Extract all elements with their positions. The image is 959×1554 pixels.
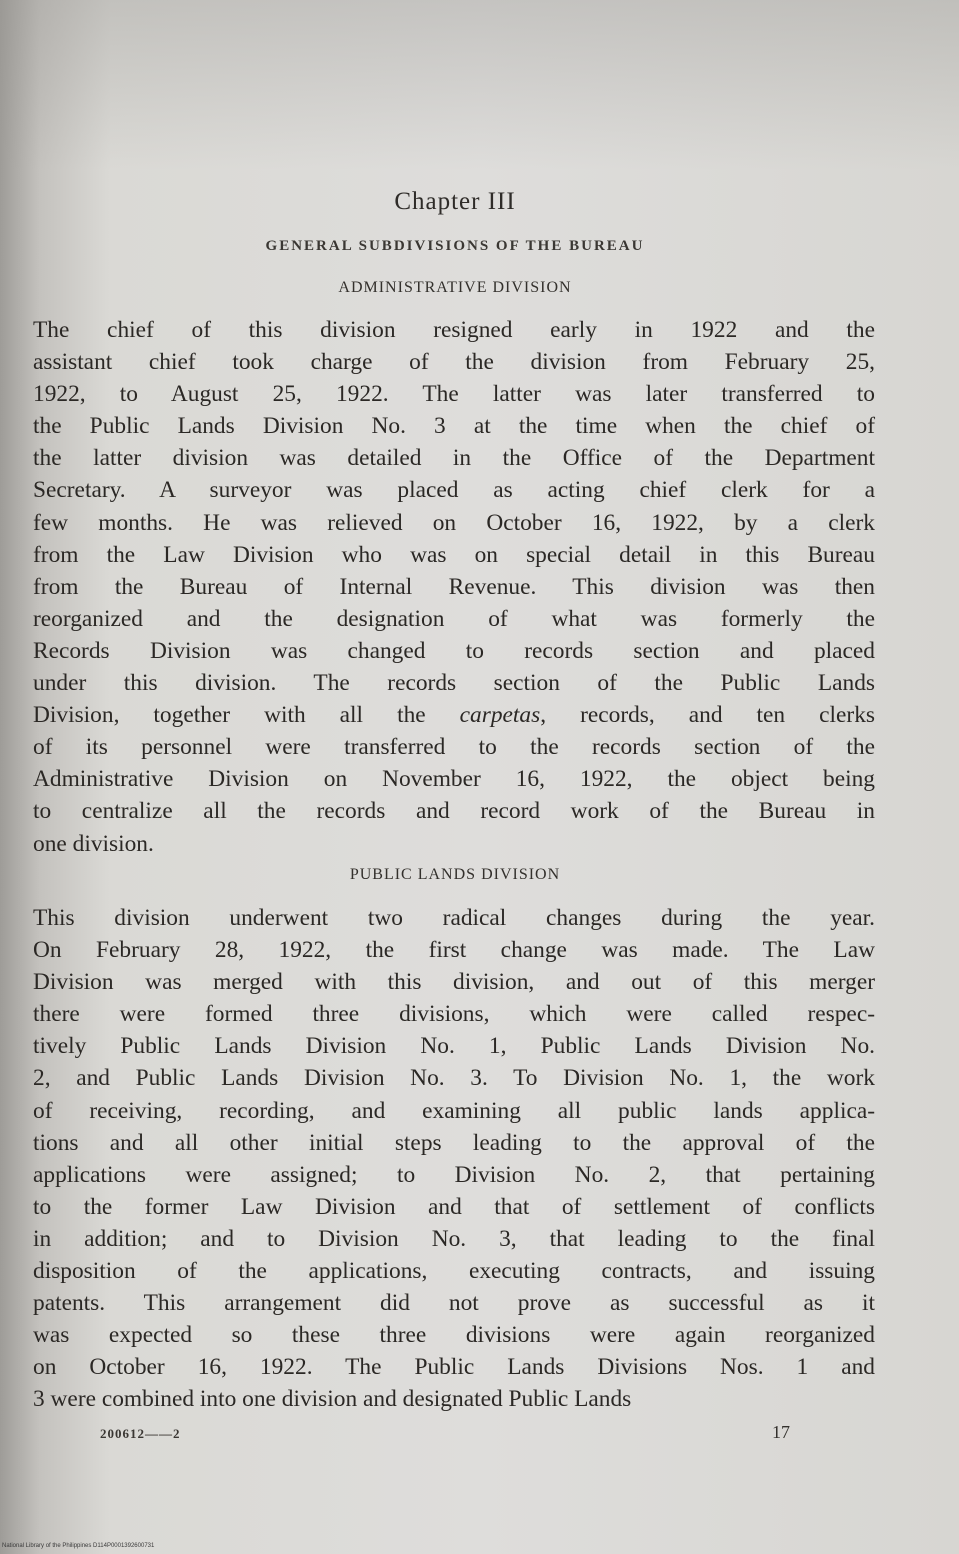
text-line: was expected so these three divisions were again reorganized [33,1322,875,1349]
text-line: tively Public Lands Division No. 1, Public Lands Division No. [33,1033,875,1060]
printer-signature: 200612——2 [100,1426,181,1441]
text-line: few months. He was relieved on October 16, 1922, by a clerk [33,509,875,536]
text-line: the Public Lands Division No. 3 at the time when the chief of [33,413,875,440]
text-line: The chief of this division resigned early in 1922 and the [33,317,875,343]
text-line: of its personnel were transferred to the records section of the [33,734,875,761]
text-line: patents. This arrangement did not prove as successful as it [33,1290,875,1317]
text-line: Secretary. A surveyor was placed as acting chief clerk for a [33,477,875,504]
text-line: applications were assigned; to Division No. 2, that pertaining [33,1161,875,1188]
text-line: to the former Law Division and that of settlement of conflicts [33,1193,875,1220]
text-line: on October 16, 1922. The Public Lands Divisions Nos. 1 and [33,1354,875,1381]
paragraph-administrative [33,314,875,860]
section-heading-public-lands: PUBLIC LANDS DIVISION [349,866,561,883]
paragraph-public-lands [33,902,875,1416]
text-line: of receiving, recording, and examining all public lands applica- [33,1097,875,1124]
text-line: from the Law Division who was on special detail in this Bureau [33,541,875,568]
library-stamp: National Library of the Philippines D114P0001392600731 [2,1543,155,1549]
text-line: disposition of the applications, executing contracts, and issuing [33,1258,875,1285]
text-line: Administrative Division on November 16, 1922, the object being [33,766,875,793]
text-line: Division was merged with this division, and out of this merger [33,969,875,996]
text-line: 2, and Public Lands Division No. 3. To Division No. 1, the work [33,1065,875,1092]
text-line: This division underwent two radical changes during the year. [33,905,875,931]
page-shading [0,0,959,170]
section-heading-administrative: ADMINISTRATIVE DIVISION [338,279,572,296]
text-line: tions and all other initial steps leading to the approval of the [33,1129,875,1156]
text-line: in addition; and to Division No. 3, that leading to the final [33,1225,875,1252]
chapter-title: Chapter III [394,188,516,215]
text-line: to centralize all the records and record work of the Bureau in [33,798,875,825]
text-line: Division, together with all the carpetas, records, and ten clerks [33,702,875,729]
text-line: under this division. The records section of the Public Lands [33,670,875,697]
text-line: reorganized and the designation of what was formerly the [33,605,875,632]
chapter-subtitle: GENERAL SUBDIVISIONS OF THE BUREAU [265,238,645,254]
text-line: 3 were combined into one division and designated Public Lands [33,1386,632,1413]
text-line: On February 28, 1922, the first change was made. The Law [33,937,875,964]
text-line: the latter division was detailed in the Office of the Department [33,445,875,472]
page-number: 17 [772,1422,790,1442]
text-line: there were formed three divisions, which were called respec- [33,1001,875,1028]
text-line: from the Bureau of Internal Revenue. This division was then [33,573,875,600]
text-line: Records Division was changed to records section and placed [33,637,875,664]
text-line: assistant chief took charge of the division from February 25, [33,349,875,376]
text-line: one division. [33,830,154,857]
text-line: 1922, to August 25, 1922. The latter was later transferred to [33,381,875,408]
